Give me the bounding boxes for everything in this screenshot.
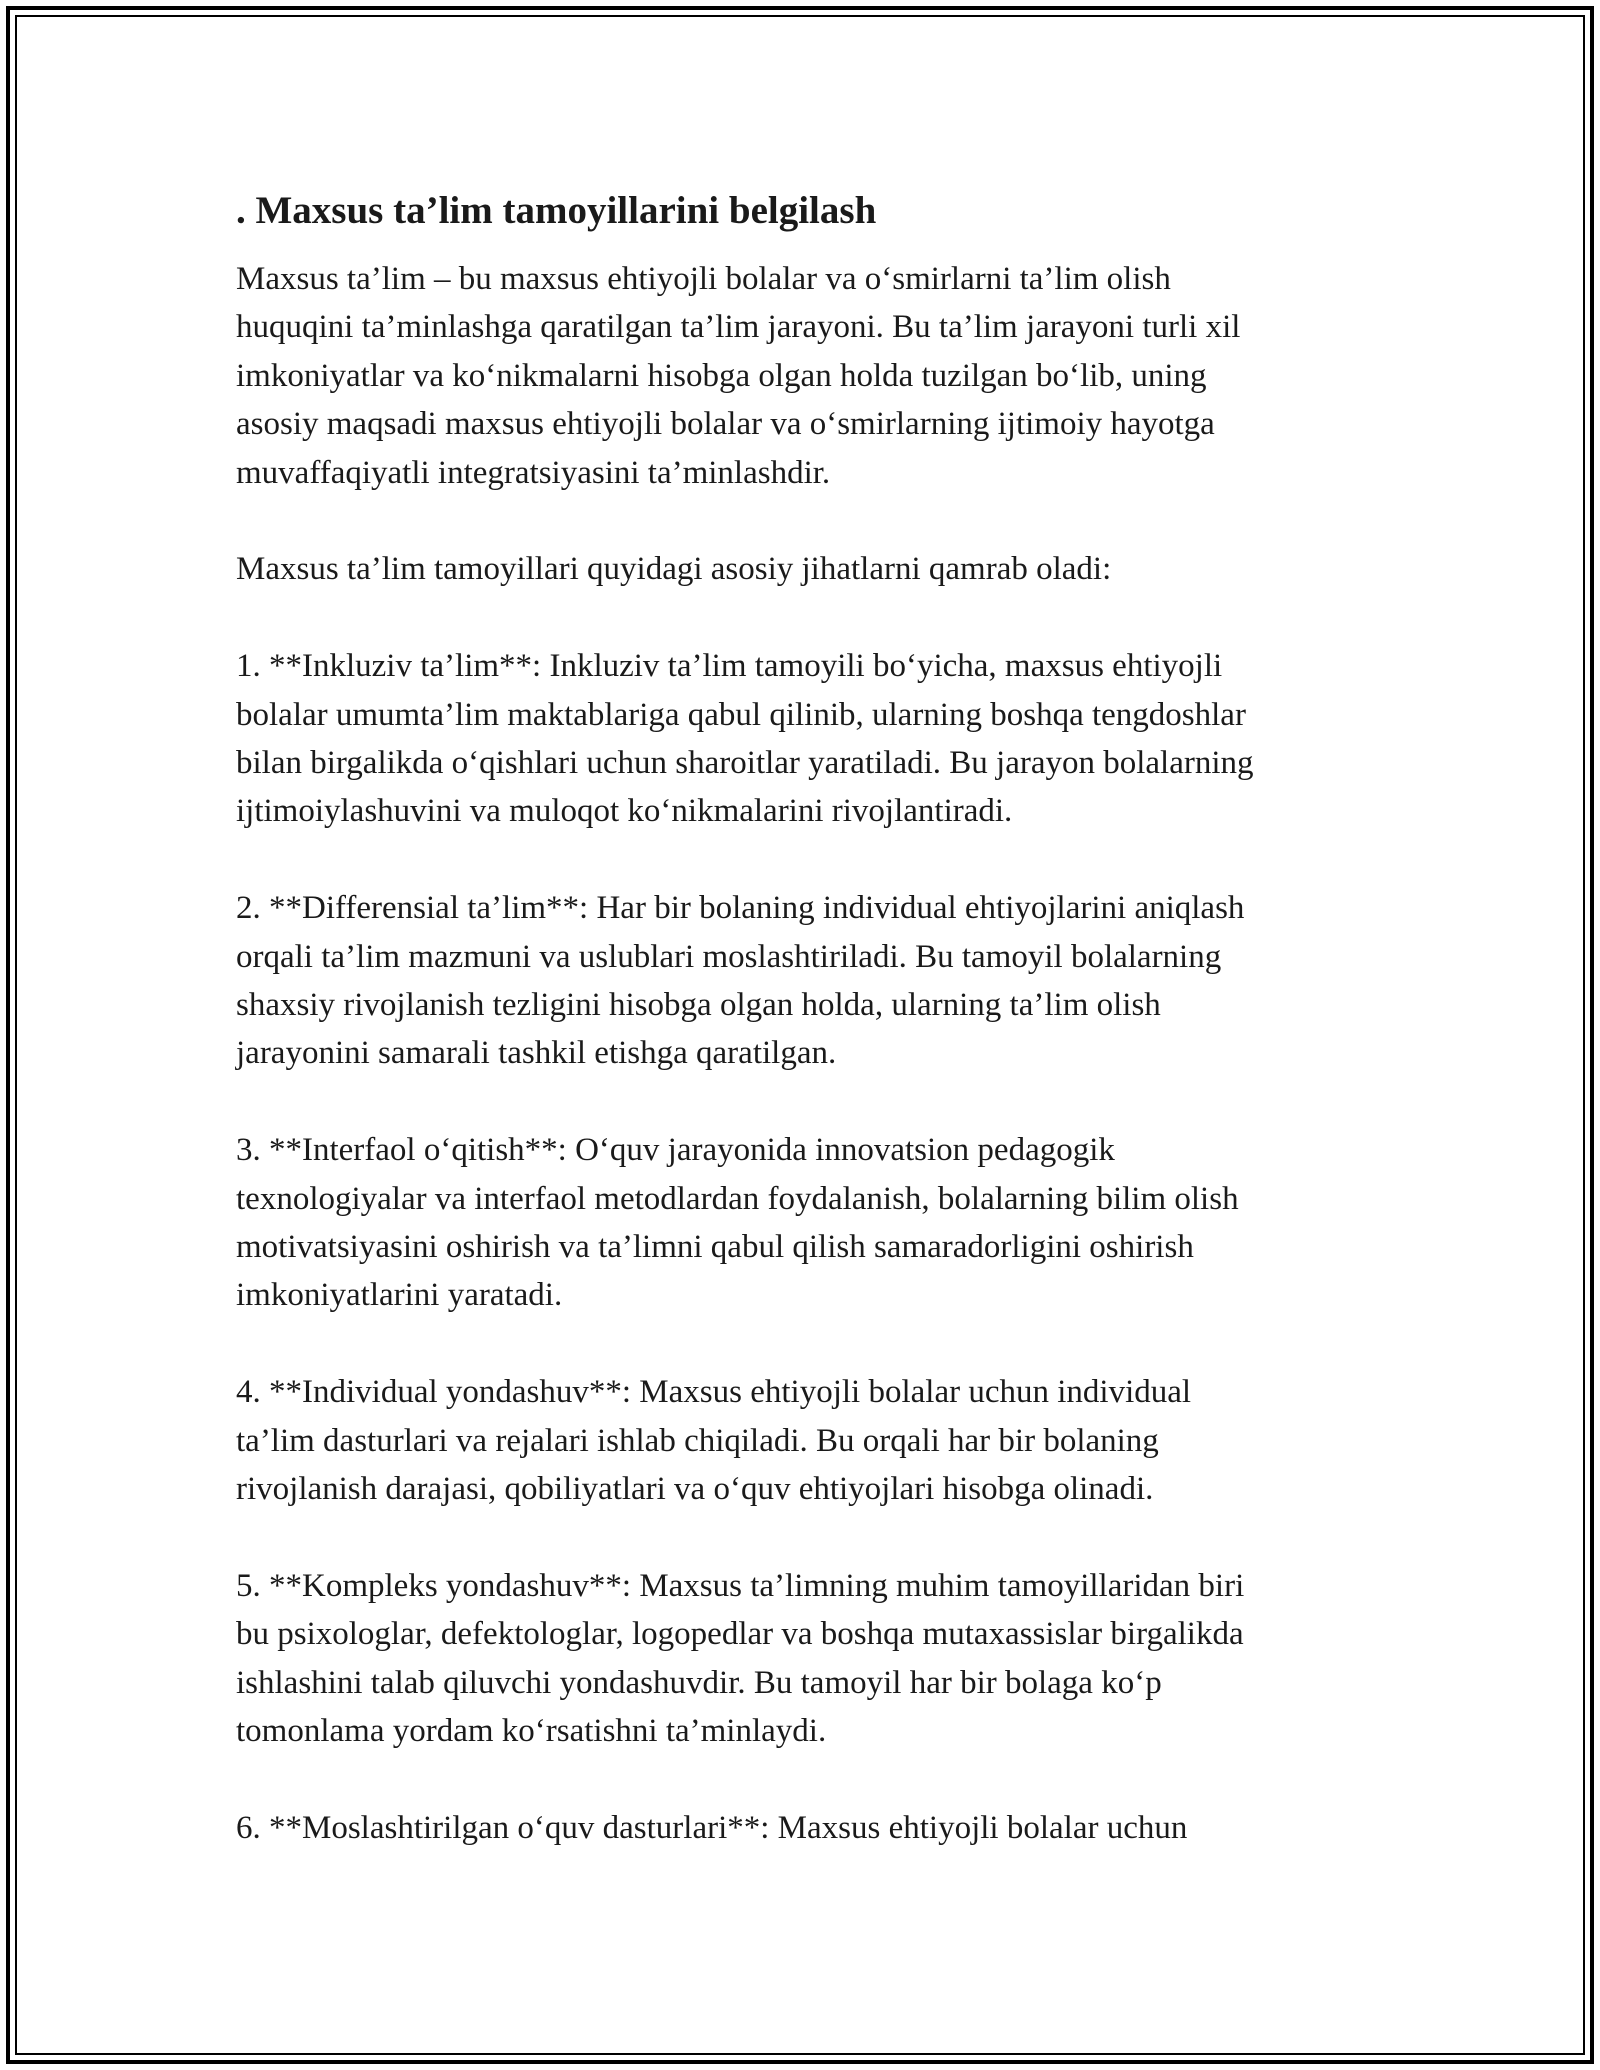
text-line: jarayonini samarali tashkil etishga qaratilgan. xyxy=(236,1035,837,1072)
document-page xyxy=(236,185,1386,1901)
text-line: bilan birgalikda o‘qishlari uchun sharoitlar yaratiladi. Bu jarayon bolalarning xyxy=(236,745,1254,782)
paragraph-principle-6 xyxy=(236,1804,1386,1852)
text-line: ta’lim dasturlari va rejalari ishlab chiqiladi. Bu orqali har bir bolaning xyxy=(236,1422,1159,1459)
text-line: rivojlanish darajasi, qobiliyatlari va o‘quv ehtiyojlari hisobga olinadi. xyxy=(236,1471,1154,1508)
paragraph-principle-1 xyxy=(236,642,1386,836)
text-line: imkoniyatlar va ko‘nikmalarni hisobga olgan holda tuzilgan bo‘lib, uning xyxy=(236,357,1207,394)
paragraph-principle-2 xyxy=(236,884,1386,1078)
text-line: Maxsus ta’lim tamoyillari quyidagi asosiy jihatlarni qamrab oladi: xyxy=(236,551,1112,588)
text-line: Maxsus ta’lim – bu maxsus ehtiyojli bolalar va o‘smirlarni ta’lim olish xyxy=(236,261,1171,297)
text-line: 2. **Differensial ta’lim**: Har bir bolaning individual ehtiyojlarini aniqlash xyxy=(236,890,1245,927)
text-line: tomonlama yordam ko‘rsatishni ta’minlaydi. xyxy=(236,1713,827,1750)
text-line: ijtimoiylashuvini va muloqot ko‘nikmalarini rivojlantiradi. xyxy=(236,793,1013,830)
text-line: motivatsiyasini oshirish va ta’limni qabul qilish samaradorligini oshirish xyxy=(236,1229,1194,1266)
document-title: . Maxsus ta’lim tamoyillarini belgilash xyxy=(236,189,877,232)
text-line: 4. **Individual yondashuv**: Maxsus ehtiyojli bolalar uchun individual xyxy=(236,1374,1192,1411)
text-line: 6. **Moslashtirilgan o‘quv dasturlari**: Maxsus ehtiyojli bolalar uchun xyxy=(236,1809,1188,1846)
text-line: shaxsiy rivojlanish tezligini hisobga olgan holda, ularning ta’lim olish xyxy=(236,987,1161,1024)
text-line: 3. **Interfaol o‘qitish**: O‘quv jarayonida innovatsion pedagogik xyxy=(236,1132,1115,1169)
text-line: texnologiyalar va interfaol metodlardan foydalanish, bolalarning bilim olish xyxy=(236,1180,1239,1217)
paragraph-intro xyxy=(236,255,1386,497)
text-line: 5. **Kompleks yondashuv**: Maxsus ta’limning muhim tamoyillaridan biri xyxy=(236,1567,1245,1604)
text-line: asosiy maqsadi maxsus ehtiyojli bolalar va o‘smirlarning ijtimoiy hayotga xyxy=(236,406,1215,443)
paragraph-principle-4 xyxy=(236,1368,1386,1513)
text-line: orqali ta’lim mazmuni va uslublari moslashtiriladi. Bu tamoyil bolalarning xyxy=(236,938,1222,975)
text-line: muvaffaqiyatli integratsiyasini ta’minlashdir. xyxy=(236,454,831,491)
text-line: 1. **Inkluziv ta’lim**: Inkluziv ta’lim tamoyili bo‘yicha, maxsus ehtiyojli xyxy=(236,648,1223,685)
text-line: bu psixologlar, defektologlar, logopedlar va boshqa mutaxassislar birgalikda xyxy=(236,1616,1244,1653)
paragraph-principle-3 xyxy=(236,1126,1386,1320)
text-line: ishlashini talab qiluvchi yondashuvdir. Bu tamoyil har bir bolaga ko‘p xyxy=(236,1664,1162,1701)
text-line: huquqini ta’minlashga qaratilgan ta’lim jarayoni. Bu ta’lim jarayoni turli xil xyxy=(236,309,1241,346)
paragraph-principles-lead xyxy=(236,545,1386,593)
text-line: bolalar umumta’lim maktablariga qabul qilinib, ularning boshqa tengdoshlar xyxy=(236,696,1246,733)
text-line: imkoniyatlarini yaratadi. xyxy=(236,1277,563,1314)
paragraph-principle-5 xyxy=(236,1562,1386,1756)
